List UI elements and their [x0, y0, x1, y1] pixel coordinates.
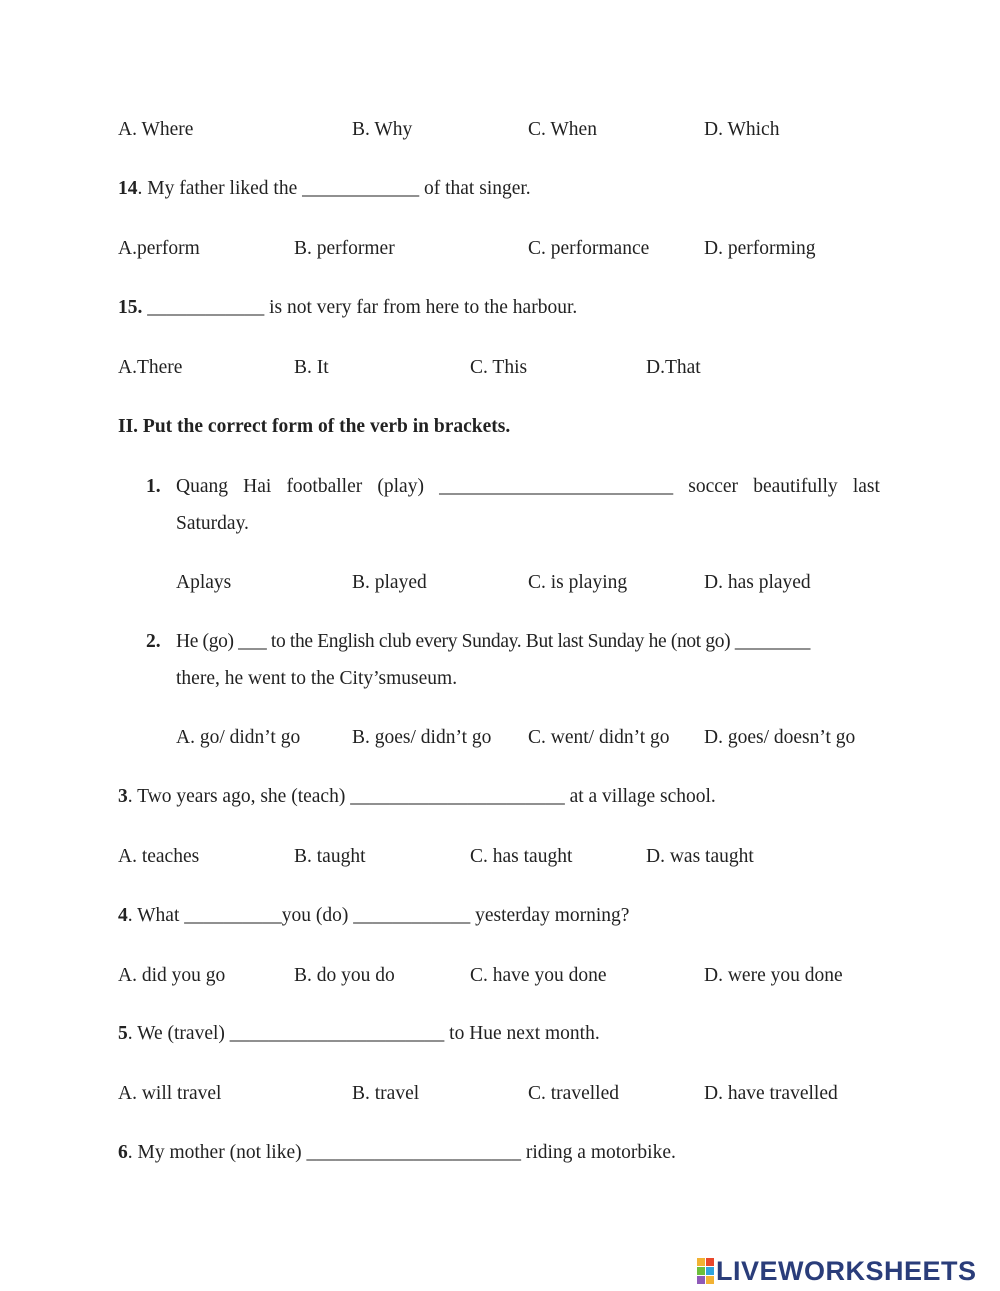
part-3-option-d: D. was taught [646, 846, 754, 867]
q13-option-a: A. Where [118, 119, 194, 140]
part-5-text: . We (travel) ______________________ to Hue next month. [127, 1023, 600, 1044]
question-15-text: ____________ is not very far from here to the harbour. [142, 297, 578, 318]
part-5-option-c: C. travelled [528, 1083, 619, 1104]
q15-option-d: D.That [646, 357, 701, 378]
part-1-word: beautifully [753, 476, 838, 497]
q15-option-c: C. This [470, 357, 528, 378]
part-6-text: . My mother (not like) ______________________ riding a motorbike. [127, 1142, 676, 1163]
q15-option-b: B. It [294, 357, 329, 378]
part-1-word: last [852, 476, 880, 497]
brand-name: LIVEWORKSHEETS [716, 1256, 977, 1286]
q14-option-a: A.perform [118, 238, 200, 259]
q13-option-d: D. Which [704, 119, 780, 140]
part-5-option-a: A. will travel [118, 1083, 222, 1104]
part-1-option-b: B. played [352, 572, 427, 593]
part-2-option-b: B. goes/ didn’t go [352, 727, 492, 748]
part-1-word: footballer [286, 476, 363, 497]
question-14-number: 14 [118, 178, 138, 199]
part-1-word: (play) [377, 476, 424, 497]
q13-option-b: B. Why [352, 119, 413, 140]
q14-option-d: D. performing [704, 238, 816, 259]
part-2-line-2: there, he went to the City’smuseum. [176, 668, 458, 689]
q13-option-c: C. When [528, 119, 597, 140]
part-2-option-d: D. goes/ doesn’t go [704, 727, 856, 748]
question-14-text: . My father liked the ____________ of that singer. [137, 178, 531, 199]
part-4-option-a: A. did you go [118, 965, 226, 986]
part-2-option-c: C. went/ didn’t go [528, 727, 670, 748]
part-5-number: 5 [118, 1023, 128, 1044]
part-3-option-a: A. teaches [118, 846, 200, 867]
part-1-option-c: C. is playing [528, 572, 628, 593]
part-6-number: 6 [118, 1142, 128, 1163]
part-5 [118, 1022, 600, 1046]
question-14 [118, 177, 531, 201]
part-2-number: 2. [146, 631, 161, 652]
part-1-option-a: Aplays [176, 572, 232, 593]
part-1-line-1 [176, 475, 880, 499]
q15-option-a: A.There [118, 357, 183, 378]
part-3-number: 3 [118, 786, 128, 807]
part-4-option-d: D. were you done [704, 965, 843, 986]
part-1-word: soccer [688, 476, 739, 497]
part-1-number: 1. [146, 476, 161, 497]
logo-blocks-icon [697, 1258, 714, 1284]
part-1-word: Quang [176, 476, 228, 497]
part-3-text: . Two years ago, she (teach) ______________________ at a village school. [127, 786, 716, 807]
part-3-option-c: C. has taught [470, 846, 573, 867]
question-15 [118, 296, 577, 320]
question-15-number: 15. [118, 297, 143, 318]
part-3-option-b: B. taught [294, 846, 366, 867]
q14-option-b: B. performer [294, 238, 395, 259]
part-6 [118, 1141, 676, 1165]
part-5-option-d: D. have travelled [704, 1083, 838, 1104]
part-4-text: . What __________you (do) ____________ yesterday morning? [127, 905, 630, 926]
section-title: II. Put the correct form of the verb in brackets. [118, 416, 511, 437]
part-2-line-1: He (go) ___ to the English club every Sunday. But last Sunday he (not go) ________ [176, 631, 811, 652]
part-3 [118, 785, 716, 809]
q14-option-c: C. performance [528, 238, 650, 259]
part-1-word: Hai [243, 476, 272, 497]
part-4-number: 4 [118, 905, 128, 926]
part-1-option-d: D. has played [704, 572, 811, 593]
part-1-line-2: Saturday. [176, 513, 249, 534]
part-4-option-c: C. have you done [470, 965, 607, 986]
part-4-option-b: B. do you do [294, 965, 395, 986]
part-4 [118, 904, 629, 928]
part-1-blank: ________________________ [439, 476, 674, 497]
part-2-option-a: A. go/ didn’t go [176, 727, 301, 748]
part-5-option-b: B. travel [352, 1083, 420, 1104]
liveworksheets-logo[interactable] [697, 1256, 977, 1286]
